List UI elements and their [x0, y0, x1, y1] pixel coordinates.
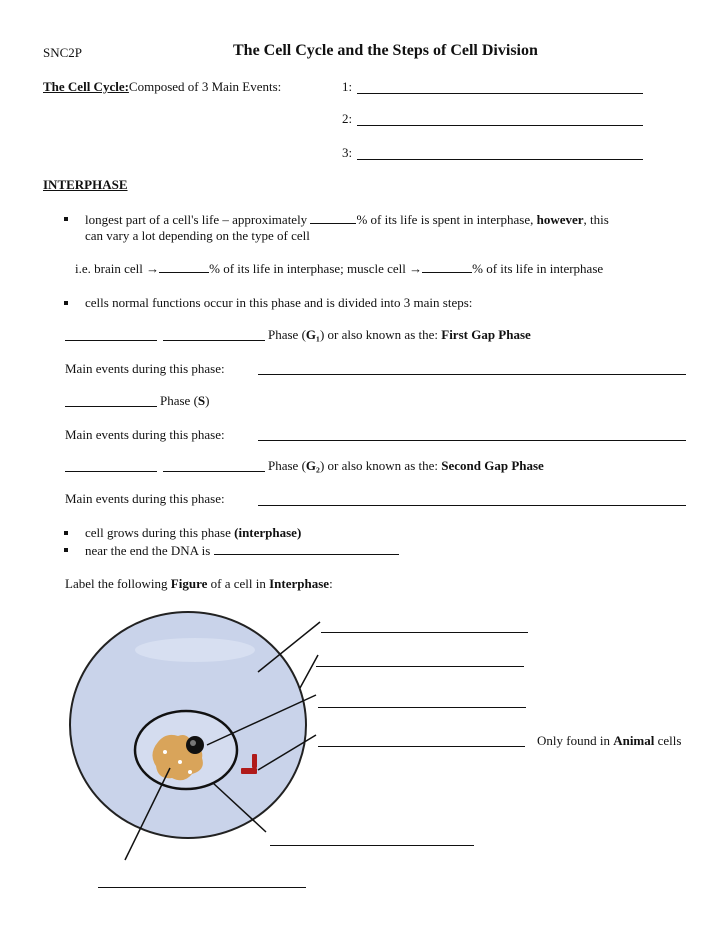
- event-2-label: 2:: [342, 111, 353, 126]
- bullet-longest-part-line2: can vary a lot depending on the type of cell: [85, 228, 310, 243]
- g2-phase-text: Phase (G₂) or also known as the: Second Gap Phase: [268, 458, 544, 473]
- g1-main-events-label: Main events during this phase:: [65, 361, 225, 376]
- s-phase-text: Phase (S): [160, 393, 210, 408]
- g1-phase-text: Phase (G₁) or also known as the: First Gap Phase: [268, 327, 531, 342]
- cell-highlight: [135, 638, 255, 662]
- bullet-dna: near the end the DNA is: [85, 542, 399, 559]
- cell-cycle-label: The Cell Cycle:: [43, 79, 129, 94]
- course-code: SNC2P: [43, 45, 83, 60]
- example-line: i.e. brain cell → % of its life in interphase; muscle cell → % of its life in interphase: [75, 261, 604, 276]
- bullet-normal-functions: cells normal functions occur in this phase and is divided into 3 main steps:: [85, 295, 473, 310]
- label-blank-cytoplasm[interactable]: [321, 632, 528, 633]
- figure-instruction: Label the following Figure of a cell in Interphase:: [65, 576, 333, 591]
- label-blank-nuclear-membrane[interactable]: [270, 845, 474, 846]
- s-main-events-label: Main events during this phase:: [65, 427, 225, 442]
- g2-main-events-label: Main events during this phase:: [65, 491, 225, 506]
- page-title: The Cell Cycle and the Steps of Cell Division: [233, 42, 538, 59]
- event-3-label: 3:: [342, 145, 353, 160]
- label-blank-nucleolus[interactable]: [318, 707, 526, 708]
- event-1-label: 1:: [342, 79, 353, 94]
- label-blank-centriole[interactable]: [318, 746, 525, 747]
- label-blank-membrane[interactable]: [316, 666, 524, 667]
- animal-cells-note: Only found in Animal cells: [537, 733, 682, 748]
- bullet-longest-part: longest part of a cell's life – approximately % of its life is spent in interphase, however, this: [85, 212, 609, 227]
- bullet-cell-grows: cell grows during this phase (interphase): [85, 525, 302, 540]
- interphase-heading: INTERPHASE: [43, 177, 128, 192]
- cell-cycle-text: Composed of 3 Main Events:: [128, 79, 282, 94]
- label-blank-chromatin[interactable]: [98, 887, 306, 888]
